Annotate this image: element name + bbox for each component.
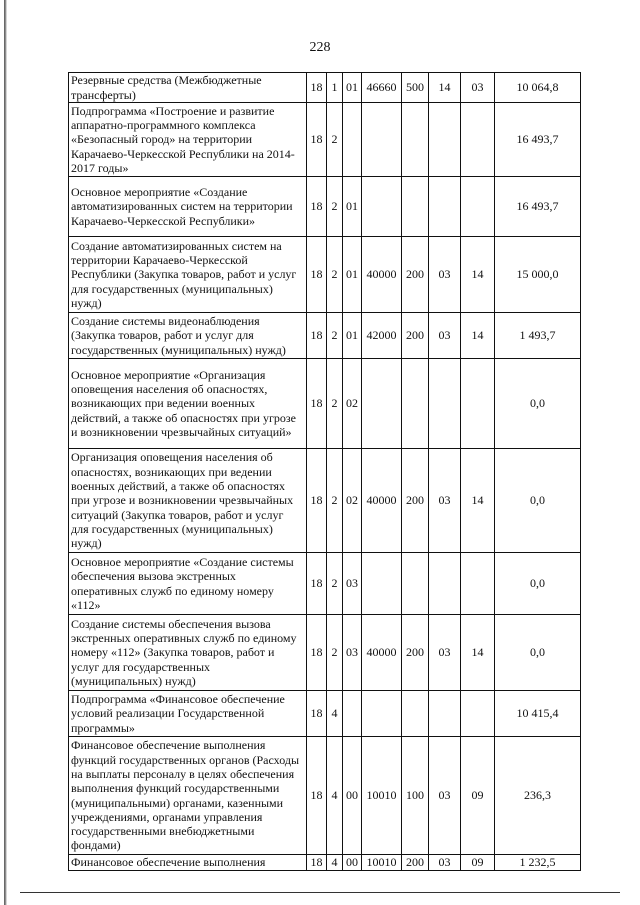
code-cell: 01	[343, 313, 362, 359]
table-row	[69, 177, 581, 237]
amount-cell: 0,0	[495, 553, 581, 615]
code-cell: 200	[402, 313, 429, 359]
table-row	[69, 237, 581, 313]
code-cell: 03	[429, 449, 461, 553]
code-cell: 18	[307, 615, 327, 691]
code-cell	[402, 691, 429, 737]
code-cell: 40000	[362, 449, 402, 553]
code-cell	[429, 103, 461, 177]
code-cell: 2	[327, 359, 343, 449]
code-cell: 1	[327, 73, 343, 103]
code-cell: 03	[343, 553, 362, 615]
code-cell: 4	[327, 691, 343, 737]
code-cell	[343, 103, 362, 177]
code-cell: 00	[343, 855, 362, 871]
code-cell	[362, 359, 402, 449]
table-row	[69, 313, 581, 359]
code-cell: 03	[429, 313, 461, 359]
row-name: Финансовое обеспечение выполнения	[69, 855, 307, 871]
code-cell: 03	[429, 237, 461, 313]
budget-table	[68, 72, 581, 871]
code-cell: 10010	[362, 855, 402, 871]
code-cell	[362, 691, 402, 737]
table-row	[69, 553, 581, 615]
code-cell: 18	[307, 103, 327, 177]
code-cell: 18	[307, 553, 327, 615]
amount-cell: 16 493,7	[495, 177, 581, 237]
table-row	[69, 615, 581, 691]
amount-cell: 0,0	[495, 449, 581, 553]
row-name: Организация оповещения населения об опасностях, возникающих при ведении военных действий, а также об опасностях при угрозе и возникновении чрезвычайных ситуаций (Закупка товаров, работ и услуг для государственных (муниципальных) нужд)	[69, 449, 307, 553]
code-cell: 03	[461, 73, 495, 103]
amount-cell: 15 000,0	[495, 237, 581, 313]
code-cell: 4	[327, 855, 343, 871]
code-cell	[402, 553, 429, 615]
row-name: Подпрограмма «Финансовое обеспечение условий реализации Государственной программы»	[69, 691, 307, 737]
table-row	[69, 691, 581, 737]
code-cell	[362, 553, 402, 615]
code-cell: 200	[402, 237, 429, 313]
amount-cell: 1 493,7	[495, 313, 581, 359]
page-number: 228	[309, 40, 331, 55]
amount-cell: 10 064,8	[495, 73, 581, 103]
table-row	[69, 449, 581, 553]
code-cell: 01	[343, 177, 362, 237]
code-cell: 18	[307, 73, 327, 103]
code-cell: 18	[307, 855, 327, 871]
code-cell	[461, 553, 495, 615]
code-cell: 40000	[362, 237, 402, 313]
amount-cell: 16 493,7	[495, 103, 581, 177]
code-cell: 2	[327, 553, 343, 615]
code-cell: 14	[461, 313, 495, 359]
code-cell: 4	[327, 737, 343, 855]
row-name: Основное мероприятие «Создание автоматизированных систем на территории Карачаево-Черкесской Республики»	[69, 177, 307, 237]
code-cell	[429, 691, 461, 737]
code-cell	[429, 359, 461, 449]
code-cell	[461, 359, 495, 449]
code-cell	[429, 177, 461, 237]
code-cell	[461, 177, 495, 237]
code-cell: 2	[327, 237, 343, 313]
code-cell: 2	[327, 177, 343, 237]
code-cell: 2	[327, 449, 343, 553]
code-cell: 100	[402, 737, 429, 855]
code-cell: 02	[343, 449, 362, 553]
code-cell: 2	[327, 313, 343, 359]
code-cell: 14	[461, 449, 495, 553]
code-cell: 42000	[362, 313, 402, 359]
code-cell: 03	[343, 615, 362, 691]
code-cell: 18	[307, 359, 327, 449]
code-cell	[429, 553, 461, 615]
code-cell	[461, 103, 495, 177]
code-cell	[362, 177, 402, 237]
row-name: Основное мероприятие «Создание системы обеспечения вызова экстренных оперативных служб по единому номеру «112»	[69, 553, 307, 615]
row-name: Финансовое обеспечение выполнения функций государственных органов (Расходы на выплаты персоналу в целях обеспечения выполнения функций государственными (муниципальными) органами, казенными учреждениями, органами управления государственными внебюджетными фондами)	[69, 737, 307, 855]
amount-cell: 236,3	[495, 737, 581, 855]
code-cell: 2	[327, 615, 343, 691]
amount-cell: 10 415,4	[495, 691, 581, 737]
code-cell: 18	[307, 177, 327, 237]
code-cell: 03	[429, 615, 461, 691]
code-cell: 14	[461, 237, 495, 313]
row-name: Основное мероприятие «Организация оповещения населения об опасностях, возникающих при ведении военных действий, а также об опасностях при угрозе и возникновении чрезвычайных ситуаций»	[69, 359, 307, 449]
code-cell: 01	[343, 73, 362, 103]
code-cell	[461, 691, 495, 737]
code-cell: 01	[343, 237, 362, 313]
code-cell: 18	[307, 313, 327, 359]
code-cell: 40000	[362, 615, 402, 691]
code-cell: 18	[307, 737, 327, 855]
scan-bottom-edge	[20, 892, 620, 893]
table-row	[69, 103, 581, 177]
table-row	[69, 737, 581, 855]
code-cell: 14	[429, 73, 461, 103]
code-cell: 14	[461, 615, 495, 691]
code-cell	[362, 103, 402, 177]
code-cell: 10010	[362, 737, 402, 855]
code-cell: 02	[343, 359, 362, 449]
code-cell	[402, 359, 429, 449]
code-cell: 200	[402, 449, 429, 553]
amount-cell: 0,0	[495, 615, 581, 691]
row-name: Создание системы видеонаблюдения (Закупка товаров, работ и услуг для государственных (муниципальных) нужд)	[69, 313, 307, 359]
code-cell: 200	[402, 615, 429, 691]
row-name: Создание системы обеспечения вызова экстренных оперативных служб по единому номеру «112» (Закупка товаров, работ и услуг для государственных (муниципальных) нужд)	[69, 615, 307, 691]
code-cell: 2	[327, 103, 343, 177]
row-name: Создание автоматизированных систем на территории Карачаево-Черкесской Республики (Закупка товаров, работ и услуг для государственных (муниципальных) нужд)	[69, 237, 307, 313]
code-cell	[343, 691, 362, 737]
amount-cell: 1 232,5	[495, 855, 581, 871]
code-cell: 46660	[362, 73, 402, 103]
code-cell: 03	[429, 737, 461, 855]
code-cell: 18	[307, 449, 327, 553]
code-cell: 18	[307, 691, 327, 737]
row-name: Подпрограмма «Построение и развитие аппаратно-программного комплекса «Безопасный город» на территории Карачаево-Черкесской Республики на 2014-2017 годы»	[69, 103, 307, 177]
row-name: Резервные средства (Межбюджетные трансферты)	[69, 73, 307, 103]
scan-edge-shadow	[4, 0, 7, 905]
table-row	[69, 359, 581, 449]
code-cell	[402, 177, 429, 237]
amount-cell: 0,0	[495, 359, 581, 449]
table-row	[69, 73, 581, 103]
code-cell: 00	[343, 737, 362, 855]
code-cell: 18	[307, 237, 327, 313]
code-cell: 09	[461, 737, 495, 855]
table-row	[69, 855, 581, 871]
code-cell	[402, 103, 429, 177]
code-cell: 09	[461, 855, 495, 871]
code-cell: 200	[402, 855, 429, 871]
code-cell: 03	[429, 855, 461, 871]
code-cell: 500	[402, 73, 429, 103]
